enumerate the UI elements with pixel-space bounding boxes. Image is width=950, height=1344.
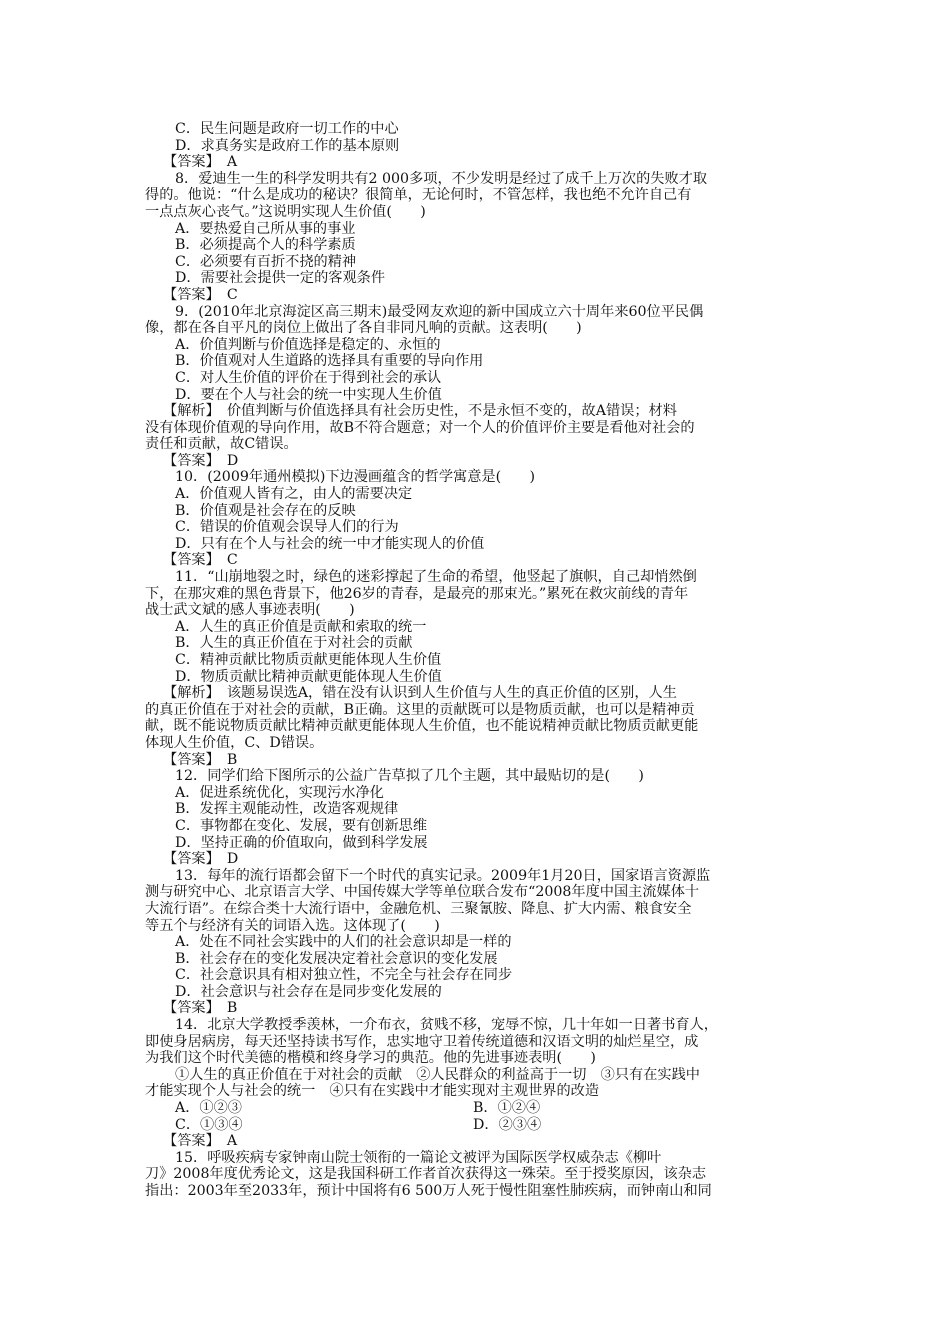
- text-line: B．价值观是社会存在的反映: [175, 502, 356, 519]
- text-line: 没有体现价值观的导向作用，故B不符合题意；对一个人的价值评价主要是看他对社会的: [145, 419, 695, 436]
- text-line: 体现人生价值，C、D错误。: [145, 734, 324, 751]
- answer-line: 【答案】 C: [163, 552, 238, 569]
- text-line: 献，既不能说物质贡献比精神贡献更能体现人生价值，也不能说精神贡献比物质贡献更能: [145, 718, 699, 735]
- answer-line: 【答案】 A: [163, 1133, 238, 1150]
- text-line: 刀》2008年度优秀论文，这是我国科研工作者首次获得这一殊荣。至于授奖原因，该杂志: [145, 1166, 707, 1183]
- text-line: A．促进系统优化，实现污水净化: [175, 784, 384, 801]
- answer-line: 【答案】 D: [163, 452, 239, 469]
- text-line: 的真正价值在于对社会的贡献，B正确。这里的贡献既可以是物质贡献，也可以是精神贡: [145, 701, 695, 718]
- text-line: C．事物都在变化、发展，要有创新思维: [175, 817, 428, 834]
- text-line: C．精神贡献比物质贡献更能体现人生价值: [175, 652, 442, 668]
- text-line: 为我们这个时代美德的楷模和终身学习的典范。他的先进事迹表明( ): [145, 1050, 596, 1067]
- text-line: 13．每年的流行语都会留下一个时代的真实记录。2009年1月20日，国家语言资源监: [175, 867, 711, 884]
- text-line: 15．呼吸疾病专家钟南山院士领衔的一篇论文被评为国际医学权威杂志《柳叶: [175, 1149, 662, 1166]
- text-line: C．对人生价值的评价在于得到社会的承认: [175, 369, 442, 386]
- option-row: [145, 1100, 810, 1117]
- answer-line: 【答案】 D: [163, 851, 239, 868]
- text-line: 得的。他说：“什么是成功的秘诀？很简单，无论何时，不管怎样，我也绝不允许自己有: [145, 187, 692, 204]
- text-line: 8．爱迪生一生的科学发明共有2 000多项，不少发明是经过了成千上万次的失败才取: [175, 170, 708, 187]
- text-line: 测与研究中心、北京语言大学、中国传媒大学等单位联合发布“2008年度中国主流媒体十: [145, 884, 700, 901]
- option-left: C．①③④: [175, 1116, 243, 1133]
- text-line: 一点点灰心丧气。”这说明实现人生价值( ): [145, 203, 426, 220]
- text-line: 大流行语”。在综合类十大流行语中，金融危机、三聚氰胺、降息、扩大内需、粮食安全: [145, 900, 692, 917]
- answer-line: 【答案】 B: [163, 1000, 238, 1017]
- option-right: D．②③④: [473, 1116, 542, 1133]
- option-row: [145, 1117, 810, 1134]
- text-line: A．人生的真正价值是贡献和索取的统一: [175, 618, 427, 635]
- option-left: A．①②③: [175, 1100, 242, 1117]
- text-line: D．坚持正确的价值取向，做到科学发展: [175, 834, 428, 851]
- text-line: 才能实现个人与社会的统一 ④只有在实践中才能实现对主观世界的改造: [145, 1083, 600, 1100]
- text-line: D．只有在个人与社会的统一中才能实现人的价值: [175, 535, 485, 552]
- text-line: 10．(2009年通州模拟)下边漫画蕴含的哲学寓意是( ): [175, 469, 536, 486]
- analysis-line: 【解析】 价值判断与价值选择具有社会历史性，不是永恒不变的，故A错误；材料: [163, 403, 677, 420]
- answer-line: 【答案】 B: [163, 751, 238, 768]
- text-line: C．社会意识具有相对独立性，不完全与社会存在同步: [175, 967, 513, 984]
- text-line: B．社会存在的变化发展决定着社会意识的变化发展: [175, 950, 498, 967]
- answer-line: 【答案】 C: [163, 286, 238, 303]
- text-line: 战士武文斌的感人事迹表明( ): [145, 602, 355, 619]
- text-line: 9．(2010年北京海淀区高三期末)最受网友欢迎的新中国成立六十周年来60位平民偶: [175, 303, 704, 320]
- text-line: B．发挥主观能动性，改造客观规律: [175, 801, 399, 818]
- text-line: B．人生的真正价值在于对社会的贡献: [175, 635, 413, 652]
- text-line: 11．“山崩地裂之时，绿色的迷彩撑起了生命的希望，他竖起了旗帜，自己却悄然倒: [175, 569, 697, 586]
- analysis-line: 【解析】 该题易误选A，错在没有认识到人生价值与人生的真正价值的区别，人生: [163, 685, 677, 702]
- text-line: 责任和贡献，故C错误。: [145, 436, 298, 453]
- text-line: 12．同学们给下图所示的公益广告草拟了几个主题，其中最贴切的是( ): [175, 768, 644, 785]
- document-body: [145, 121, 810, 1200]
- text-line: B．价值观对人生道路的选择具有重要的导向作用: [175, 353, 484, 370]
- text-line: D．要在个人与社会的统一中实现人生价值: [175, 386, 442, 403]
- text-line: 即使身居病房，每天还坚持读书写作，忠实地守卫着传统道德和汉语文明的灿烂星空，成: [145, 1033, 699, 1050]
- text-line: 下，在那灾难的黑色背景下，他26岁的青春，是最亮的那束光。”累死在救灾前线的青年: [145, 585, 689, 602]
- text-line: C．必须要有百折不挠的精神: [175, 253, 357, 270]
- answer-line: 【答案】 A: [163, 154, 238, 171]
- text-line: 指出：2003年至2033年，预计中国将有6 500万人死于慢性阻塞性肺疾病，而钟南山和同: [145, 1183, 712, 1199]
- text-line: A．价值判断与价值选择是稳定的、永恒的: [175, 336, 441, 353]
- text-line: A．处在不同社会实践中的人们的社会意识却是一样的: [175, 934, 512, 951]
- text-line: D．物质贡献比精神贡献更能体现人生价值: [175, 668, 442, 685]
- text-line: A．价值观人皆有之，由人的需要决定: [175, 486, 413, 503]
- text-line: 像，都在各自平凡的岗位上做出了各自非同凡响的贡献。这表明( ): [145, 320, 582, 337]
- text-line: C．错误的价值观会误导人们的行为: [175, 519, 399, 536]
- text-line: 等五个与经济有关的词语入选。这体现了( ): [145, 917, 440, 934]
- text-line: C．民生问题是政府一切工作的中心: [175, 121, 399, 137]
- text-line: 14．北京大学教授季羡林，一介布衣，贫贱不移，宠辱不惊，几十年如一日著书育人，: [175, 1017, 718, 1034]
- text-line: ①人生的真正价值在于对社会的贡献 ②人民群众的利益高于一切 ③只有在实践中: [175, 1066, 700, 1083]
- text-line: D．求真务实是政府工作的基本原则: [175, 137, 400, 154]
- text-line: D．社会意识与社会存在是同步变化发展的: [175, 983, 442, 1000]
- text-line: D．需要社会提供一定的客观条件: [175, 270, 386, 287]
- text-line: B．必须提高个人的科学素质: [175, 237, 356, 254]
- text-line: A．要热爱自己所从事的事业: [175, 220, 356, 237]
- option-right: B．①②④: [473, 1100, 541, 1117]
